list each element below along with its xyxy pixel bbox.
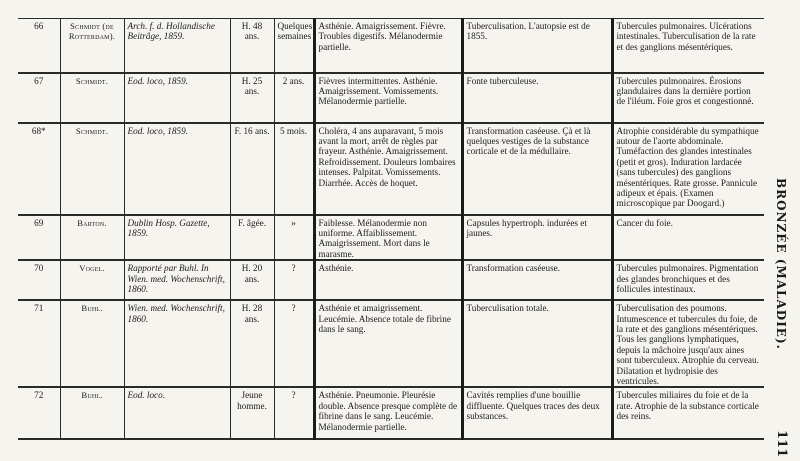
case-other-lesions: Tubercules miliaires du foie et de la rate. Atrophie de la substance corticale des reins.	[612, 387, 764, 439]
case-number: 72	[18, 387, 60, 439]
case-sex-age: F. 16 ans.	[230, 123, 274, 215]
case-sex-age: H. 20 ans.	[230, 260, 274, 300]
case-sex-age: F. âgée.	[230, 215, 274, 261]
page-number: 111	[774, 430, 789, 458]
case-capsules: Tuberculisation. L'autopsie est de 1855.	[462, 19, 612, 73]
case-capsules: Fonte tuberculeuse.	[462, 73, 612, 123]
case-symptoms: Asthénie et amaigrissement. Leucémie. Absence totale de fibrine dans le sang.	[314, 300, 462, 387]
case-sex-age: Jeune homme.	[230, 387, 274, 439]
case-source: Eod. loco, 1859.	[124, 73, 230, 123]
case-capsules: Transformation caséeuse.	[462, 260, 612, 300]
case-other-lesions: Tubercules pulmonaires. Ulcérations intestinales. Tuberculisation de la rate et des ganglions mésentériques.	[612, 19, 764, 73]
case-duration: 2 ans.	[274, 73, 314, 123]
case-other-lesions: Tubercules pulmonaires. Érosions glandulaires dans la dernière portion de l'iléum. Foie gros et congestionné.	[612, 73, 764, 123]
case-duration: ?	[274, 387, 314, 439]
case-other-lesions: Atrophie considérable du sympathique autour de l'aorte abdominale. Tuméfaction des glandes intestinales (petit et gros). Induration lardacée (sans tubercules) des ganglions mésentériques. Rate grosse. Pannicule adipeux et épais. (Examen microscopique par Doogard.)	[612, 123, 764, 215]
case-sex-age: H. 28 ans.	[230, 300, 274, 387]
case-author: Vogel.	[60, 260, 124, 300]
case-symptoms: Fièvres intermittentes. Asthénie. Amaigrissement. Vomissements. Mélanodermie partielle.	[314, 73, 462, 123]
case-source: Arch. f. d. Hollandische Beitrâge, 1859.	[124, 19, 230, 73]
case-rows	[18, 19, 764, 440]
case-sex-age: H. 48 ans.	[230, 19, 274, 73]
table-row	[18, 300, 764, 387]
case-author: Schmidt.	[60, 123, 124, 215]
case-source: Dublin Hosp. Gazette, 1859.	[124, 215, 230, 261]
case-other-lesions: Tuberculisation des poumons. Intumescence et tubercules du foie, de la rate et des ganglions mésentériques. Tous les ganglions lymphatiques, depuis la mâchoire jusqu'aux aines sont tuberculeux. Atrophie du cerveau. Dilatation et hydropisie des ventricules.	[612, 300, 764, 387]
case-table	[18, 18, 764, 440]
case-symptoms: Choléra, 4 ans auparavant, 5 mois avant la mort, arrêt de règles par frayeur. Asthénie. Amaigrissement. Refroidissement. Douleurs lombaires intenses. Palpitat. Vomissements. Diarrhée. Accès de hoquet.	[314, 123, 462, 215]
case-author: Buhl.	[60, 300, 124, 387]
case-duration: Quelques semaines	[274, 19, 314, 73]
case-number: 69	[18, 215, 60, 261]
case-author: Schmidt.	[60, 73, 124, 123]
case-symptoms: Asthénie.	[314, 260, 462, 300]
case-other-lesions: Cancer du foie.	[612, 215, 764, 261]
case-duration: 5 mois.	[274, 123, 314, 215]
case-number: 71	[18, 300, 60, 387]
page-margin	[766, 18, 800, 461]
case-source: Eod. loco.	[124, 387, 230, 439]
case-number: 70	[18, 260, 60, 300]
case-author: Buhl.	[60, 387, 124, 439]
case-capsules: Cavités remplies d'une bouillie diffluente. Quelques traces des deux substances.	[462, 387, 612, 439]
table-row	[18, 260, 764, 300]
table-row	[18, 123, 764, 215]
table-row	[18, 215, 764, 261]
case-other-lesions: Tubercules pulmonaires. Pigmentation des glandes bronchiques et des follicules intestinaux.	[612, 260, 764, 300]
case-symptoms: Asthénie. Pneumonie. Pleurésie double. Absence presque complète de fibrine dans le sang. Leucémie. Mélanodermie partielle.	[314, 387, 462, 439]
running-title: BRONZÉE (MALADIE).	[774, 178, 788, 350]
case-symptoms: Asthénie. Amaigrissement. Fièvre. Troubles digestifs. Mélanodermie partielle.	[314, 19, 462, 73]
case-author: Schmidt (de Rotterdam).	[60, 19, 124, 73]
table-row	[18, 73, 764, 123]
case-source: Rapporté par Buhl. In Wien. med. Wochenschrift, 1860.	[124, 260, 230, 300]
case-capsules: Capsules hypertroph. indurées et jaunes.	[462, 215, 612, 261]
case-capsules: Transformation caséeuse. Çà et là quelques vestiges de la substance corticale et de la médullaire.	[462, 123, 612, 215]
case-author: Barton.	[60, 215, 124, 261]
case-number: 66	[18, 19, 60, 73]
case-number: 68*	[18, 123, 60, 215]
table-row	[18, 19, 764, 73]
case-capsules: Tuberculisation totale.	[462, 300, 612, 387]
case-source: Wien. med. Wochenschrift, 1860.	[124, 300, 230, 387]
case-sex-age: H. 25 ans.	[230, 73, 274, 123]
case-symptoms: Faiblesse. Mélanodermie non uniforme. Affaiblissement. Amaigrissement. Mort dans le marasme.	[314, 215, 462, 261]
case-duration: »	[274, 215, 314, 261]
case-duration: ?	[274, 300, 314, 387]
case-source: Eod. loco, 1859.	[124, 123, 230, 215]
case-number: 67	[18, 73, 60, 123]
case-duration: ?	[274, 260, 314, 300]
table-row	[18, 387, 764, 439]
